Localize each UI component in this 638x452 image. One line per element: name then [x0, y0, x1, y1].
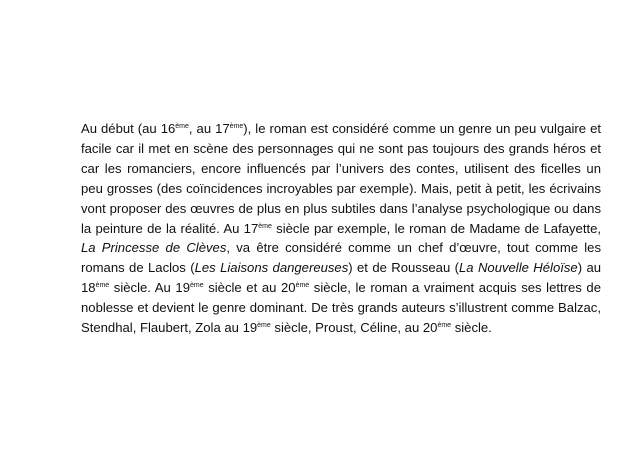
superscript: ème: [95, 282, 110, 290]
body-paragraph: [81, 119, 601, 338]
text-run: ), le roman est considéré comme un genre un peu vulgaire et facile car il met en scène des personnages qui ne sont pas toujours des grands héros et car les romanciers, encore influencés par l’univers des contes, utilisent des ficelles un peu grosses (des coïncidences incroyables par exemple). Mais, petit à petit, les écrivains vont proposer des œuvres de plus en plus subtiles dans l’analyse psychologique ou dans la peinture de la réalité. Au 17: [81, 121, 601, 236]
text-run: siècle, Proust, Céline, au 20: [270, 320, 438, 336]
superscript: ème: [190, 282, 204, 290]
text-run: Au début (au 16: [81, 121, 176, 136]
superscript: ème: [229, 123, 244, 130]
superscript: ème: [257, 322, 271, 330]
superscript: ème: [175, 123, 189, 130]
superscript: ème: [295, 282, 310, 290]
work-title: La Nouvelle Héloïse: [459, 260, 578, 276]
text-run: , au 17: [188, 121, 230, 136]
text-run: , va être considéré comme un chef d’œuvre, tout comme les romans de Laclos (: [81, 240, 601, 276]
text-run: siècle.: [451, 320, 492, 336]
work-title: La Princesse de Clèves: [81, 240, 227, 256]
text-run: siècle et au 20: [203, 280, 296, 296]
superscript: ème: [258, 222, 272, 230]
text-run: ) et de Rousseau (: [348, 260, 459, 276]
text-run: siècle par exemple, le roman de Madame de Lafayette,: [271, 220, 602, 236]
text-run: siècle. Au 19: [109, 280, 190, 296]
work-title: Les Liaisons dangereuses: [194, 260, 349, 276]
superscript: ème: [437, 322, 452, 330]
text-run: siècle, le roman a vraiment acquis ses lettres de noblesse et devient le genre dominant. De très grands auteurs s’illustrent comme Balzac, Stendhal, Flaubert, Zola au 19: [81, 280, 601, 336]
text-run: ) au 18: [81, 260, 602, 296]
